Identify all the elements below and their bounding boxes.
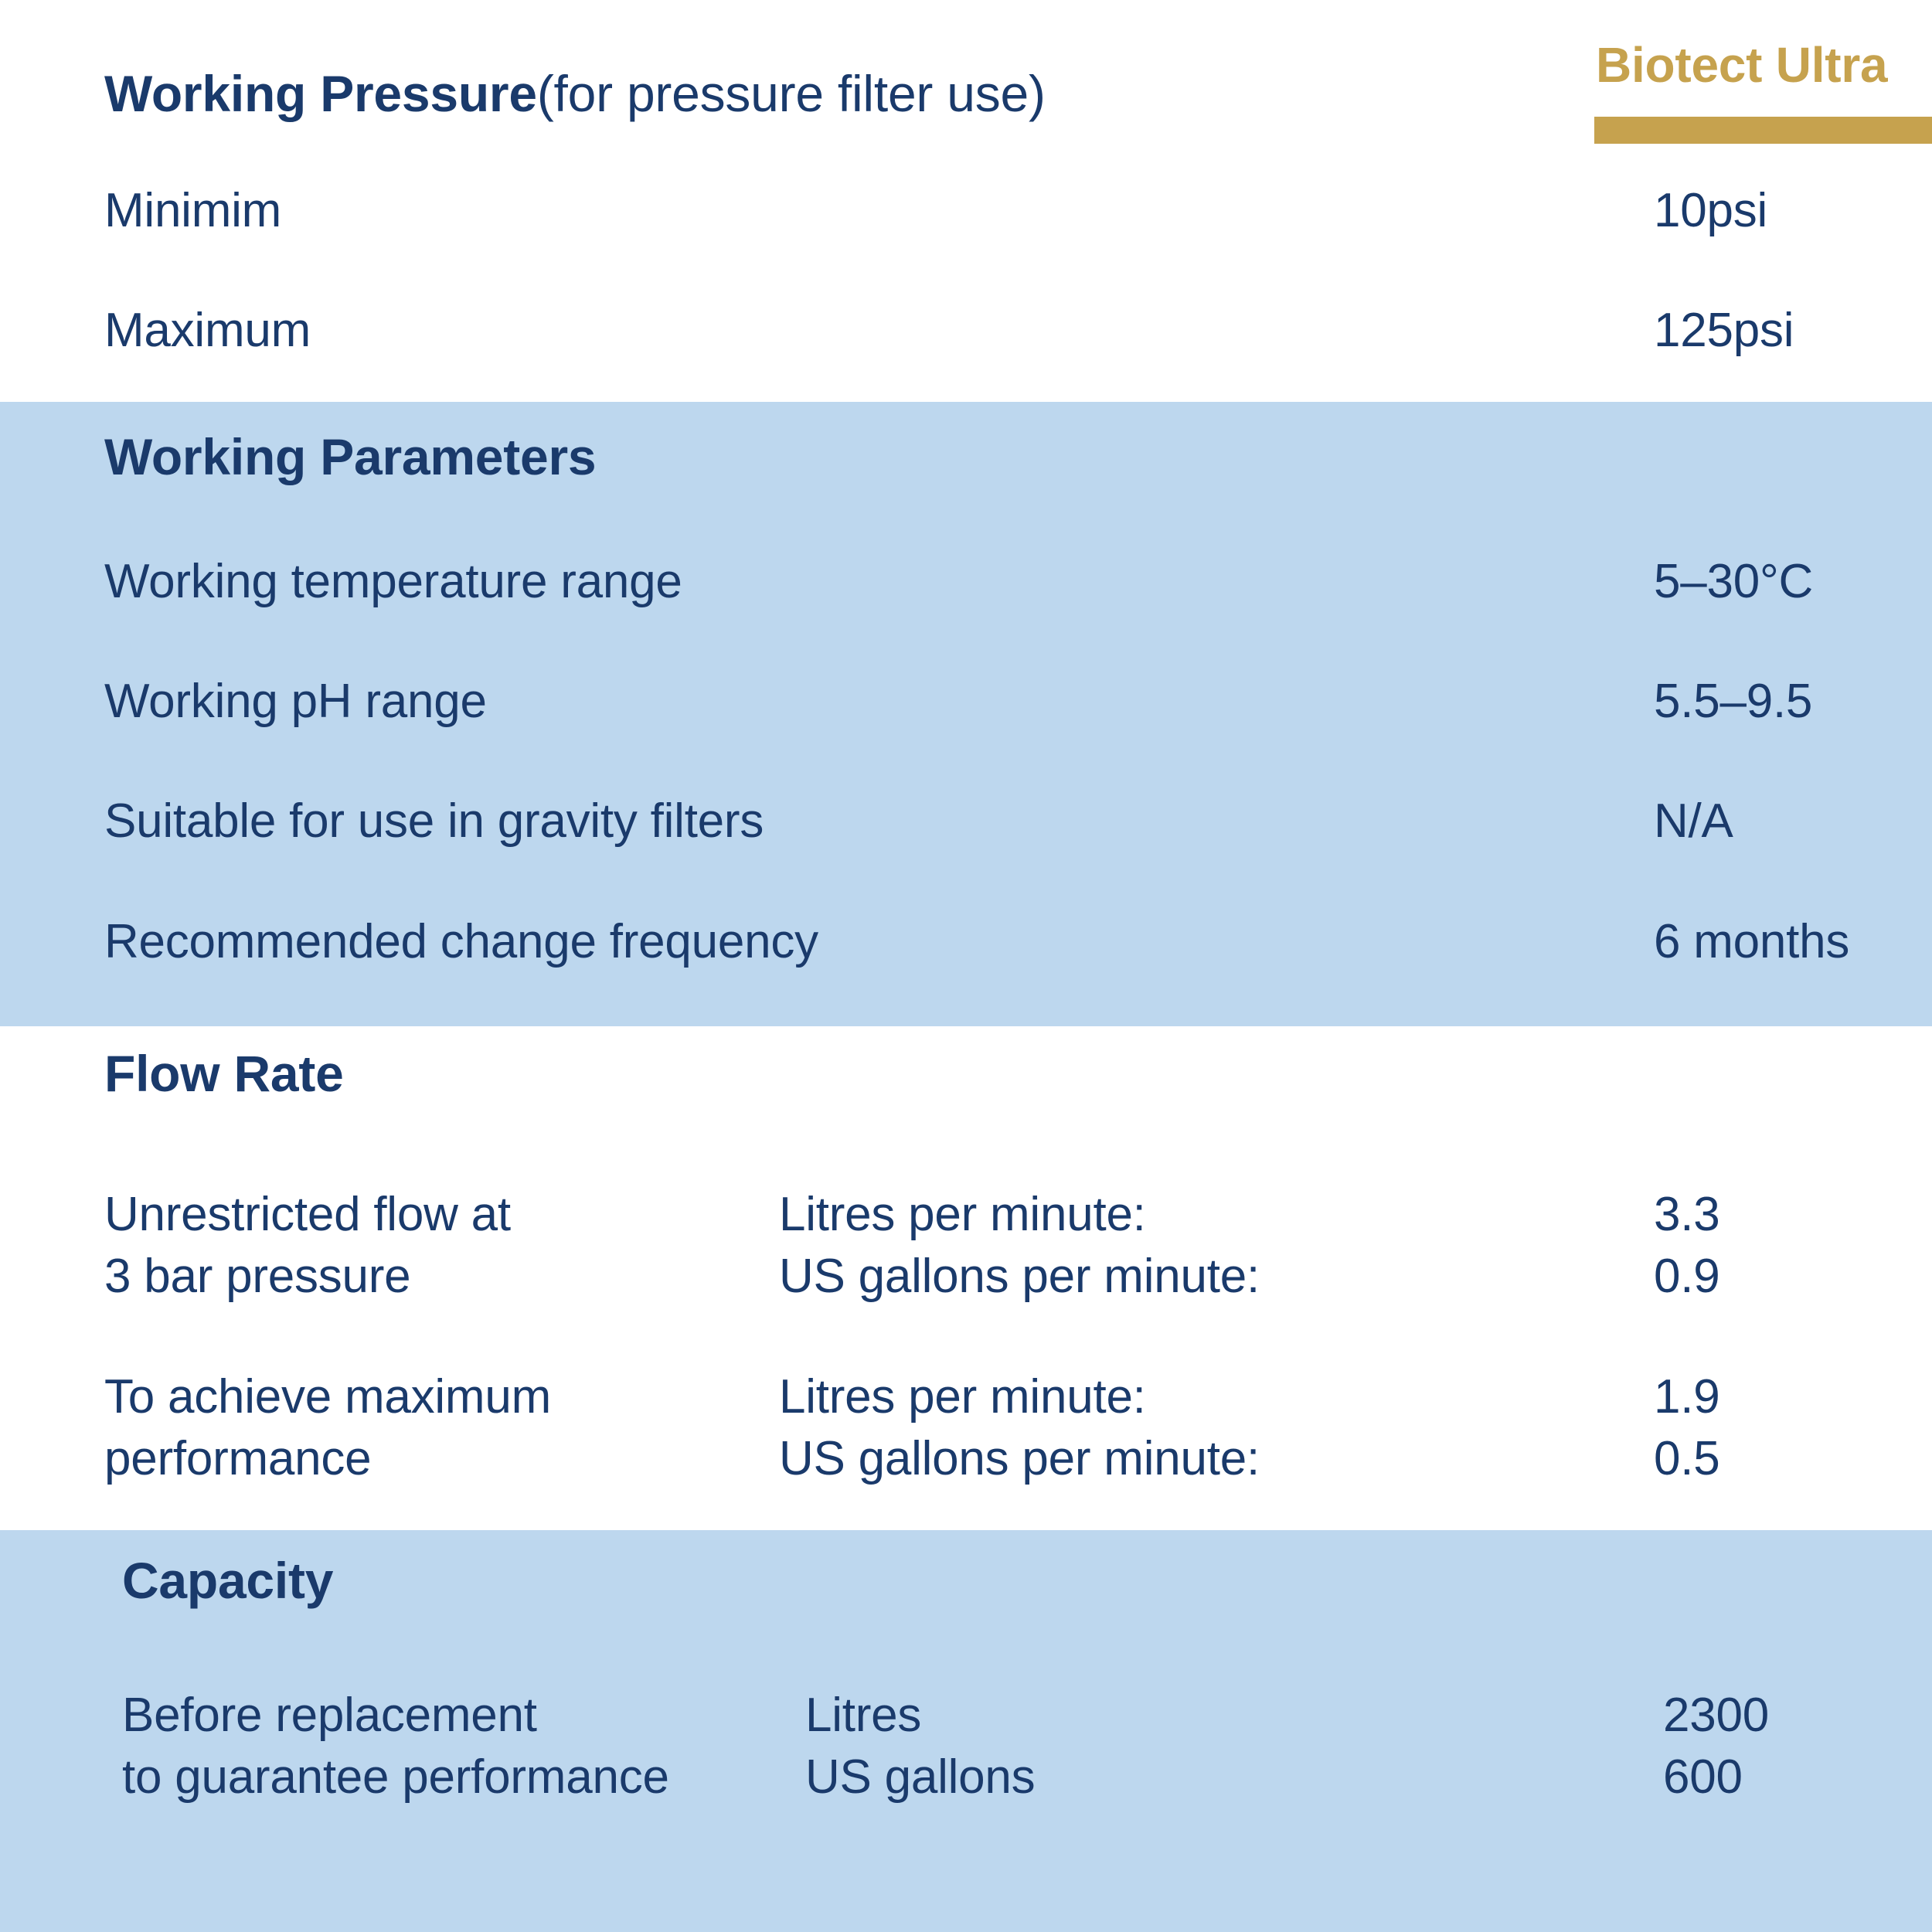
unrestricted-flow-metric2: US gallons per minute:: [779, 1250, 1260, 1303]
capacity-metrics: [805, 1685, 1035, 1808]
unrestricted-flow-label-line2: 3 bar pressure: [104, 1250, 411, 1303]
unrestricted-flow-value1: 3.3: [1654, 1188, 1720, 1241]
maximum-value: 125psi: [1654, 304, 1794, 357]
capacity-value2: 600: [1663, 1750, 1743, 1804]
unrestricted-flow-value2: 0.9: [1654, 1250, 1720, 1303]
ph-range-value: 5.5–9.5: [1654, 675, 1813, 728]
capacity-value1: 2300: [1663, 1689, 1769, 1742]
max-performance-value1: 1.9: [1654, 1370, 1720, 1423]
ph-range-label: Working pH range: [104, 675, 487, 728]
max-performance-metrics: [779, 1366, 1260, 1490]
gravity-filters-label: Suitable for use in gravity filters: [104, 794, 764, 848]
max-performance-metric2: US gallons per minute:: [779, 1432, 1260, 1485]
max-performance-label-line2: performance: [104, 1432, 372, 1485]
unrestricted-flow-metric1: Litres per minute:: [779, 1188, 1146, 1241]
flow-rate-title: Flow Rate: [104, 1045, 344, 1102]
working-pressure-title: [104, 65, 1046, 122]
capacity-metric1: Litres: [805, 1689, 922, 1742]
before-replacement-label: [122, 1685, 669, 1808]
capacity-values: [1663, 1685, 1769, 1808]
change-frequency-value: 6 months: [1654, 915, 1850, 968]
temperature-range-value: 5–30°C: [1654, 555, 1814, 608]
max-performance-values: [1654, 1366, 1719, 1490]
before-replacement-label-line2: to guarantee performance: [122, 1750, 669, 1804]
brand-underline-bar: [1594, 117, 1932, 144]
maximum-label: Maximum: [104, 304, 311, 357]
unrestricted-flow-values: [1654, 1184, 1719, 1308]
brand-title: Biotect Ultra: [1596, 37, 1888, 93]
capacity-title: Capacity: [122, 1552, 334, 1609]
max-performance-value2: 0.5: [1654, 1432, 1720, 1485]
max-performance-label-line1: To achieve maximum: [104, 1370, 551, 1423]
before-replacement-label-line1: Before replacement: [122, 1689, 537, 1742]
max-performance-label: [104, 1366, 551, 1490]
minimum-value: 10psi: [1654, 184, 1768, 237]
unrestricted-flow-label-line1: Unrestricted flow at: [104, 1188, 511, 1241]
unrestricted-flow-metrics: [779, 1184, 1260, 1308]
minimum-label: Minimim: [104, 184, 282, 237]
working-parameters-title: Working Parameters: [104, 428, 597, 485]
capacity-metric2: US gallons: [805, 1750, 1036, 1804]
working-pressure-subtitle: (for pressure filter use): [536, 65, 1046, 122]
max-performance-metric1: Litres per minute:: [779, 1370, 1146, 1423]
unrestricted-flow-label: [104, 1184, 511, 1308]
working-pressure-title-bold: Working Pressure: [104, 65, 537, 122]
temperature-range-label: Working temperature range: [104, 555, 682, 608]
change-frequency-label: Recommended change frequency: [104, 915, 818, 968]
gravity-filters-value: N/A: [1654, 794, 1733, 848]
